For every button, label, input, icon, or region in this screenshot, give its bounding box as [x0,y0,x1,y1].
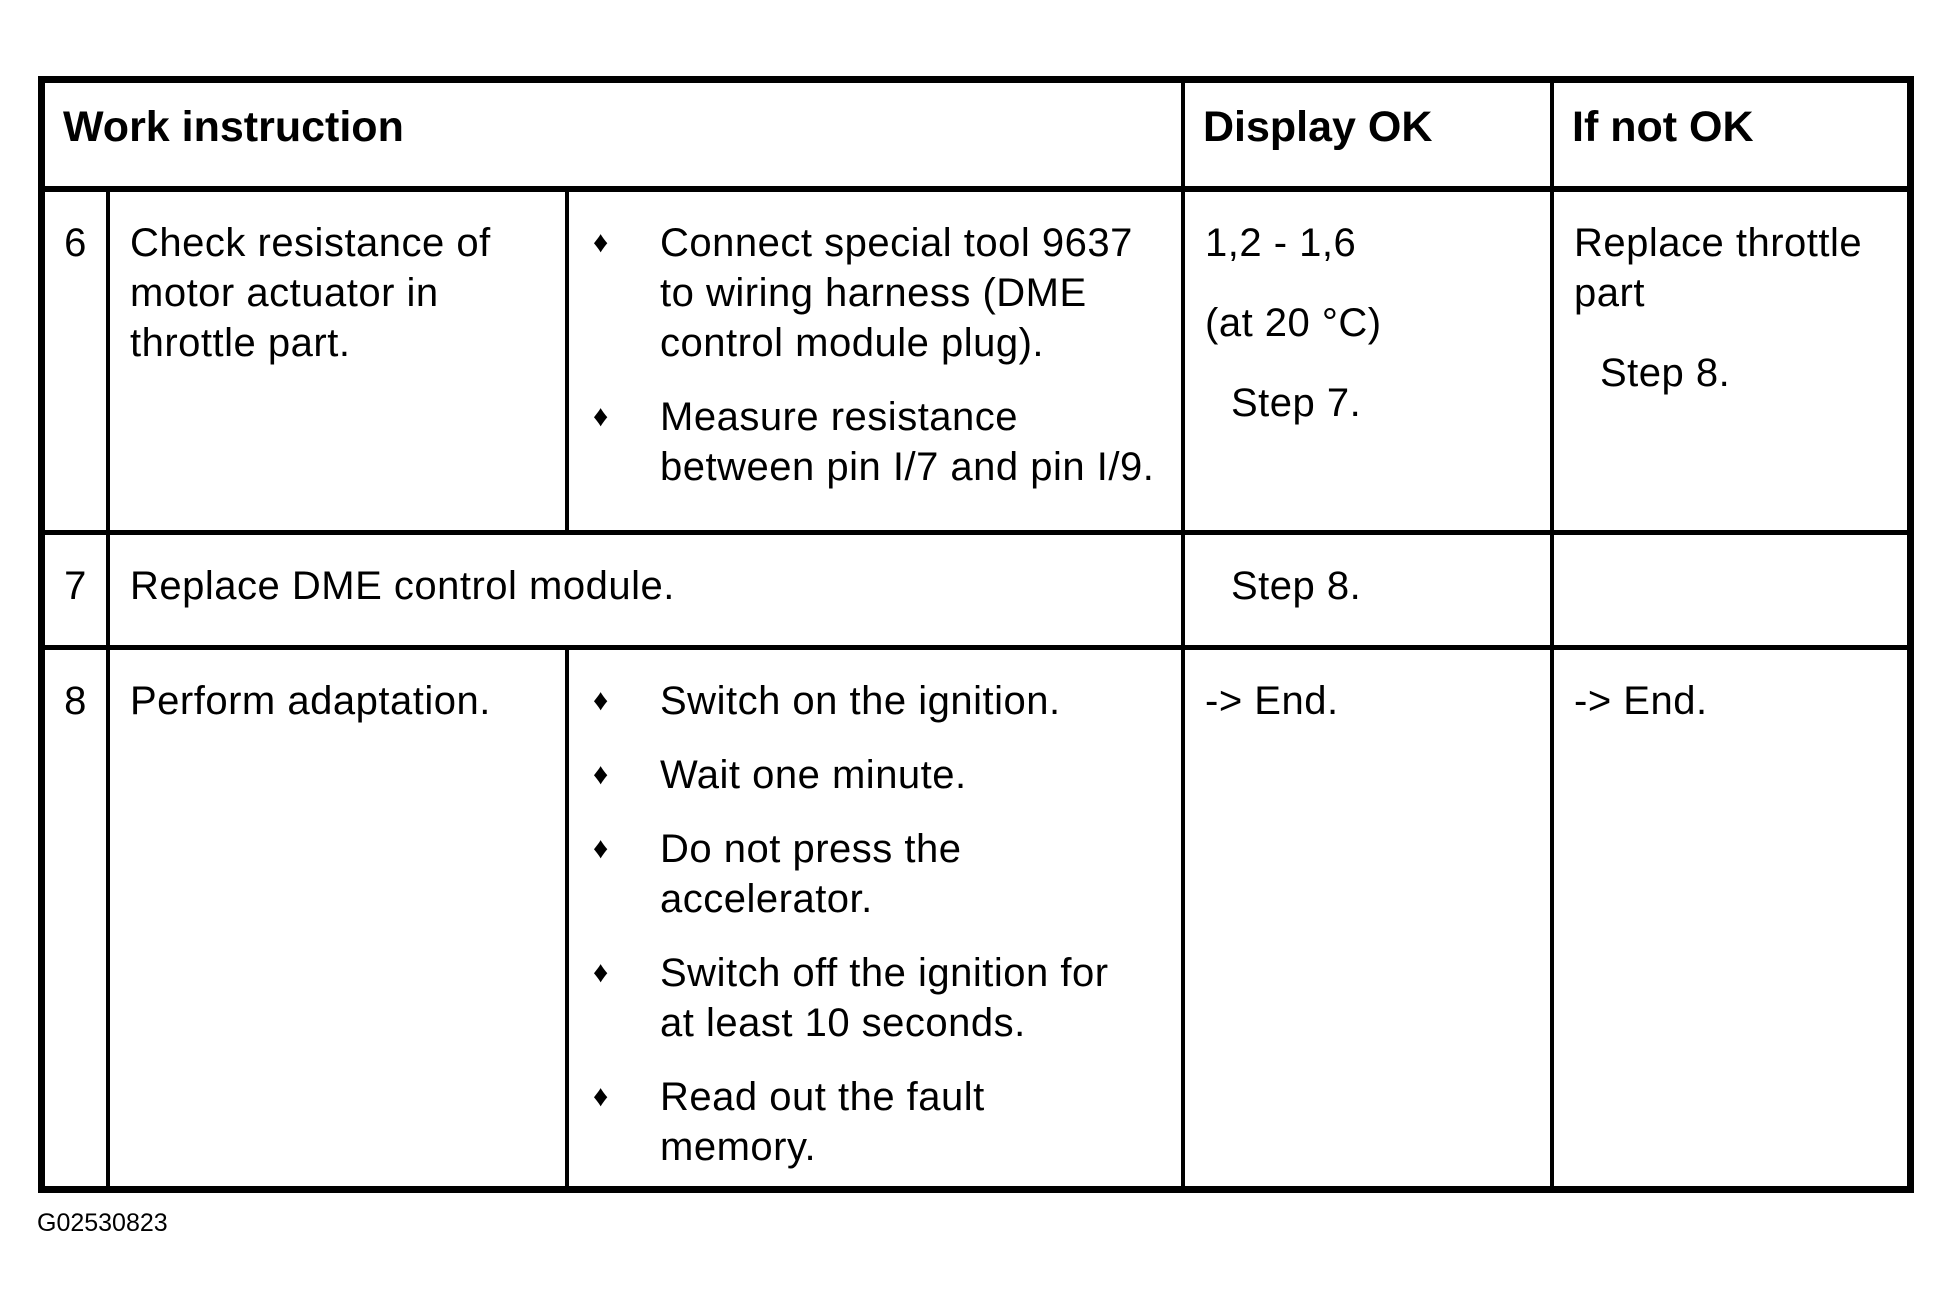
instruction-cell [106,645,565,1186]
bullet-item [593,824,1181,924]
if-not-ok-cell [1550,192,1907,530]
bullet-list [565,192,1181,530]
header-display-ok-label: Display OK [1203,103,1433,151]
header-display-ok [1181,83,1550,192]
bullet-text: Read out the fault memory. [660,1075,985,1169]
step-reference: Step 8. [1600,351,1731,395]
figure-code: G02530823 [37,1209,168,1237]
display-ok-value: -> End. [1205,679,1339,723]
display-ok-value: 1,2 - 1,6 [1205,221,1357,265]
if-not-ok-value: Replace throttle part [1574,221,1863,315]
bullet-item [593,1072,1181,1172]
diagnostic-table [38,76,1914,1193]
instruction-text: Check resistance of motor actuator in throttle part. [130,221,491,365]
step-number: 6 [64,221,87,265]
header-if-not-ok-label: If not OK [1572,103,1754,151]
bullet-diamond-icon: ♦ [593,684,609,717]
bullet-diamond-icon: ♦ [593,226,609,259]
bullet-item [593,750,1181,800]
display-ok-cell [1181,192,1550,530]
bullet-diamond-icon: ♦ [593,956,609,989]
instruction-cell [106,192,565,530]
step-number: 8 [45,645,106,1186]
step-reference: Step 7. [1231,381,1362,425]
instruction-text: Replace DME control module. [130,564,675,608]
step-number: 7 [45,530,106,645]
bullet-text: Switch off the ignition for at least 10 seconds. [660,951,1109,1045]
bullet-text: Switch on the ignition. [660,679,1061,723]
step-reference: Step 8. [1231,564,1362,608]
bullet-text: Connect special tool 9637 to wiring harness (DME control module plug). [660,221,1133,365]
if-not-ok-value: -> End. [1574,679,1708,723]
bullet-item [593,676,1181,726]
bullet-text: Wait one minute. [660,753,967,797]
if-not-ok-cell [1550,645,1907,1186]
bullet-diamond-icon: ♦ [593,758,609,791]
instruction-cell [106,530,1181,645]
bullet-list [565,645,1181,1186]
bullet-item [593,392,1181,492]
instruction-text: Perform adaptation. [130,679,491,723]
bullet-text: Measure resistance between pin I/7 and pin I/9. [660,395,1155,489]
if-not-ok-cell [1550,530,1907,645]
bullet-text: Do not press the accelerator. [660,827,962,921]
bullet-diamond-icon: ♦ [593,832,609,865]
bullet-diamond-icon: ♦ [593,1080,609,1113]
header-work-instruction-label: Work instruction [63,103,404,151]
header-work-instruction [45,83,1181,192]
display-ok-condition: (at 20 °C) [1205,301,1382,345]
bullet-item [593,948,1181,1048]
display-ok-cell [1181,530,1550,645]
bullet-diamond-icon: ♦ [593,400,609,433]
display-ok-cell [1181,645,1550,1186]
bullet-item [593,218,1181,368]
header-if-not-ok [1550,83,1907,192]
